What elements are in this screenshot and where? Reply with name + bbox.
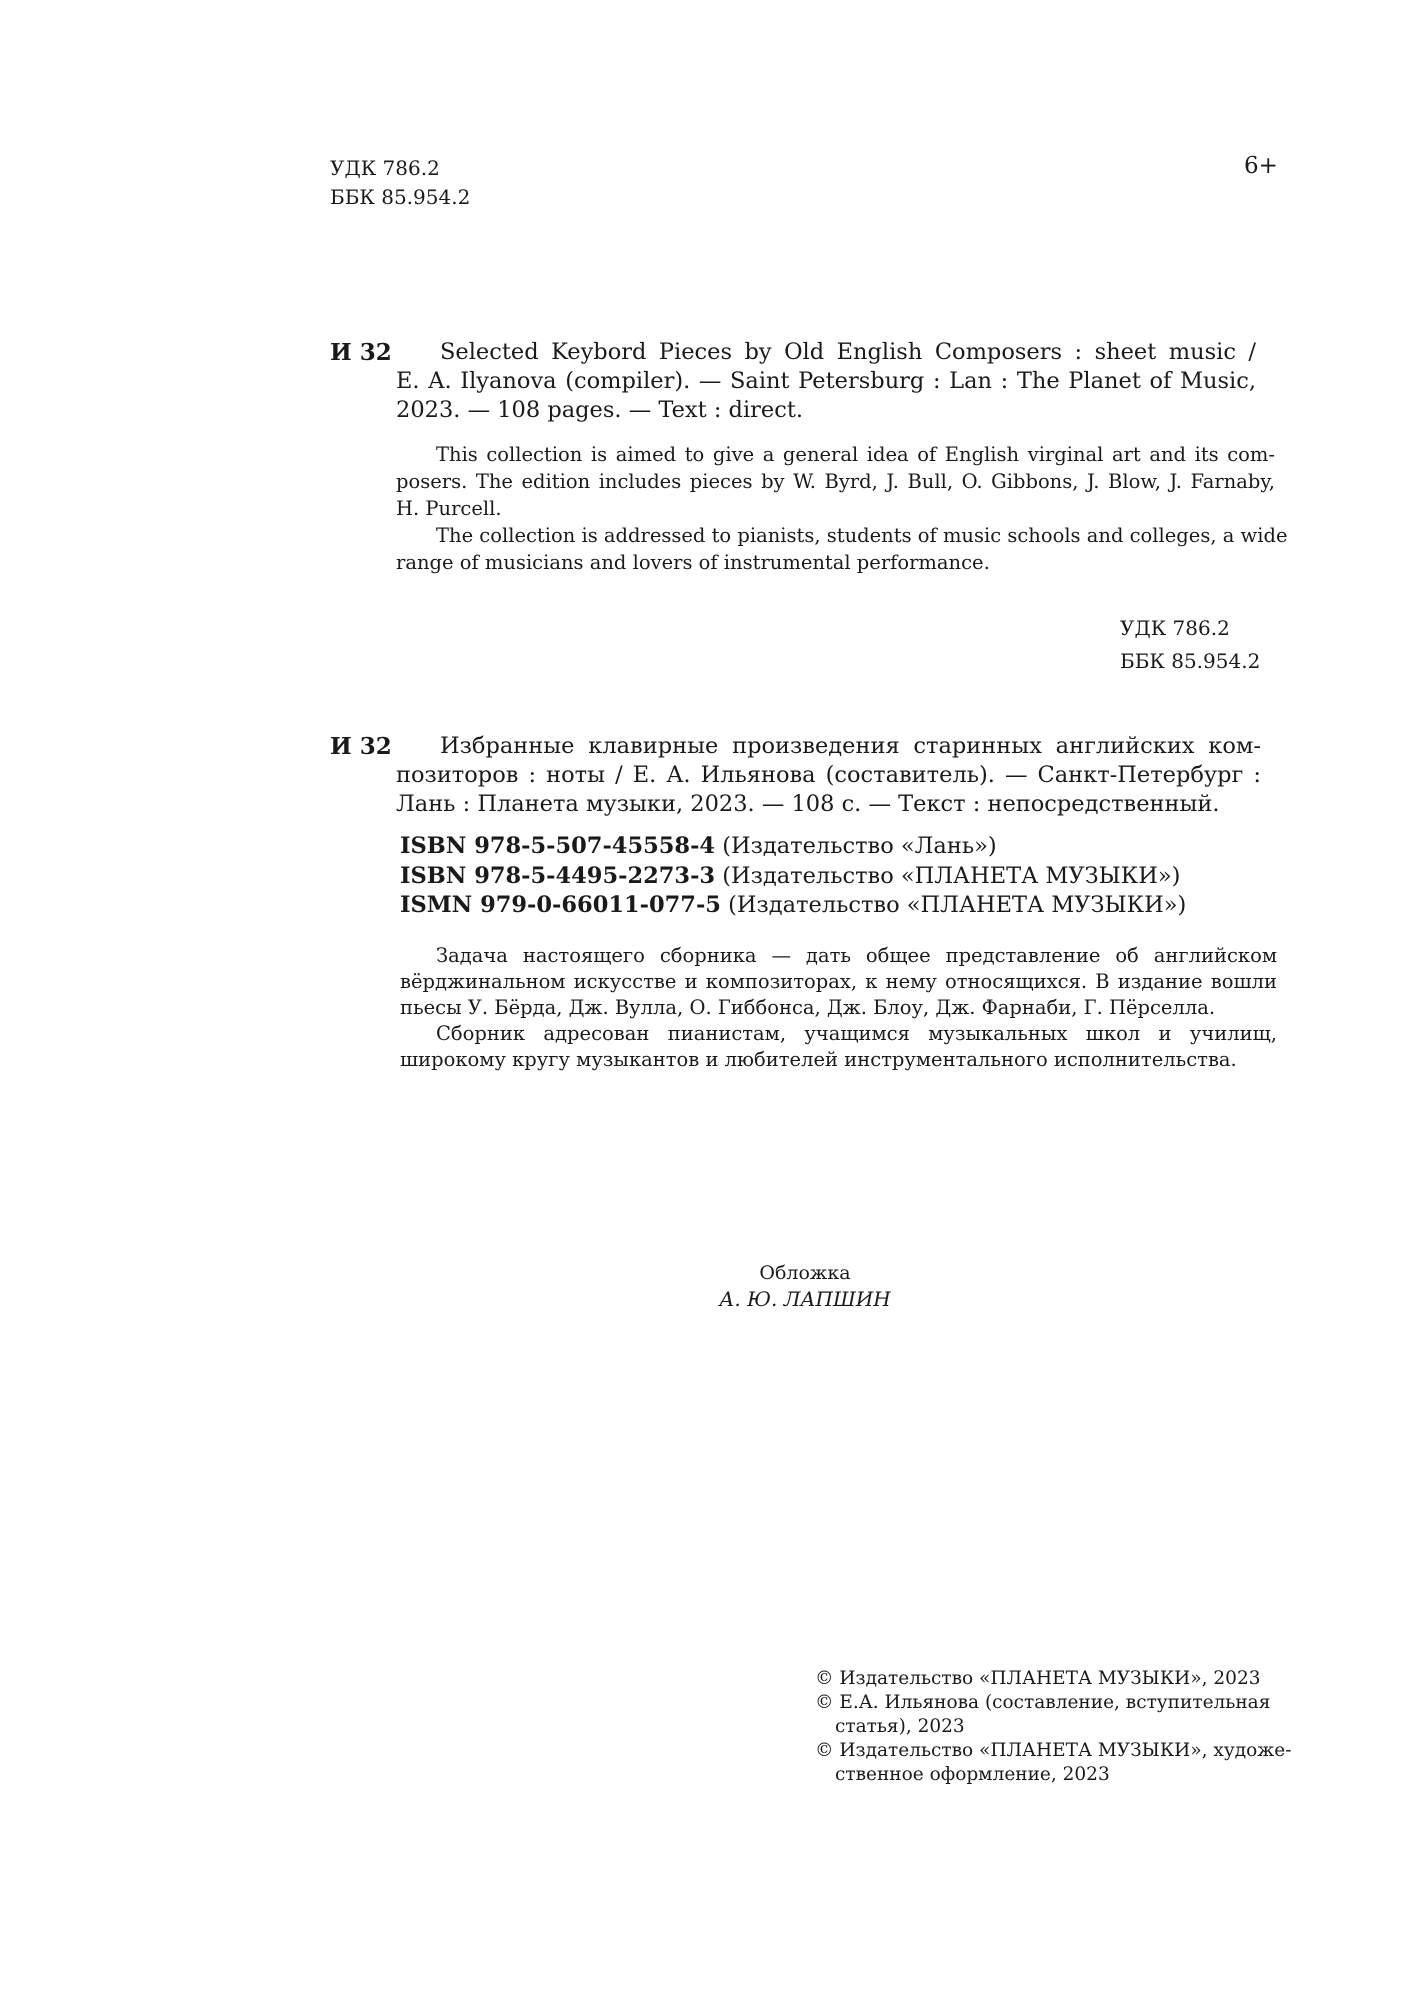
isbn-publisher: (Издательство «ПЛАНЕТА МУЗЫКИ») <box>722 862 1181 889</box>
isbn-publisher: (Издательство «Лань») <box>722 833 997 859</box>
isbn-planeta <box>400 862 1186 892</box>
english-abstract-line: The collection is addressed to pianists, students of music schools and colleges, a wide <box>436 524 1288 547</box>
russian-abstract <box>400 943 1277 1073</box>
age-rating: 6+ <box>1244 153 1278 179</box>
cover-credit-label: Обложка <box>759 1262 851 1284</box>
english-record-code: И 32 <box>330 339 392 366</box>
english-title-line: E. A. Ilyanova (compiler). — Saint Petersburg : Lan : The Planet of Music, <box>396 368 1256 394</box>
russian-abstract-line: широкому кругу музыкантов и любителей инструментального исполнительства. <box>400 1048 1237 1071</box>
header-bbk: ББК 85.954.2 <box>330 185 471 209</box>
russian-abstract-line: вёрджинальном искусстве и композиторах, к нему относящихся. В издание вошли <box>400 970 1277 993</box>
cover-credit <box>700 1260 910 1312</box>
english-abstract-line: posers. The edition includes pieces by W. Byrd, J. Bull, O. Gibbons, J. Blow, J. Farnaby, <box>396 470 1275 493</box>
russian-title-line: Лань : Планета музыки, 2023. — 108 с. — Текст : непосредственный. <box>396 791 1220 817</box>
copyright-block <box>815 1667 1292 1787</box>
ismn-publisher: (Издательство «ПЛАНЕТА МУЗЫКИ») <box>728 892 1187 918</box>
isbn-number: ISBN 978-5-4495-2273-3 <box>400 862 716 889</box>
cover-credit-name: А. Ю. ЛАПШИН <box>719 1287 891 1311</box>
english-abstract-line: range of musicians and lovers of instrumental performance. <box>396 551 990 574</box>
english-abstract-line: This collection is aimed to give a general idea of English virginal art and its com- <box>436 443 1275 466</box>
ismn-number: ISMN 979-0-66011-077-5 <box>400 892 721 918</box>
isbn-number: ISBN 978-5-507-45558-4 <box>400 833 716 859</box>
copyright-line: © Издательство «ПЛАНЕТА МУЗЫКИ», 2023 <box>815 1668 1261 1689</box>
english-record-classification <box>1120 612 1260 678</box>
header-udk: УДК 786.2 <box>330 156 440 180</box>
ismn-planeta <box>400 891 1186 921</box>
english-udk: УДК 786.2 <box>1120 616 1230 640</box>
english-abstract-line: H. Purcell. <box>396 497 502 520</box>
russian-record-title <box>396 732 1261 819</box>
copyright-line: ственное оформление, 2023 <box>835 1764 1110 1785</box>
english-record-title <box>396 338 1256 425</box>
english-abstract <box>396 441 1288 576</box>
russian-title-line: позиторов : ноты / Е. А. Ильянова (составитель). — Санкт-Петербург : <box>396 762 1261 788</box>
header-classification <box>330 154 470 212</box>
russian-abstract-line: Сборник адресован пианистам, учащимся музыкальных школ и училищ, <box>436 1022 1277 1045</box>
russian-title-line: Избранные клавирные произведения старинных английских ком- <box>440 733 1261 759</box>
russian-record-code: И 32 <box>330 733 392 760</box>
identifier-list <box>400 832 1186 921</box>
isbn-lan <box>400 832 1186 862</box>
english-title-line: 2023. — 108 pages. — Text : direct. <box>396 397 804 423</box>
copyright-line: статья), 2023 <box>835 1716 965 1737</box>
english-bbk: ББК 85.954.2 <box>1120 649 1261 673</box>
russian-abstract-line: пьесы У. Бёрда, Дж. Вулла, О. Гиббонса, Дж. Блоу, Дж. Фарнаби, Г. Пёрселла. <box>400 996 1216 1019</box>
russian-abstract-line: Задача настоящего сборника — дать общее представление об английском <box>436 944 1277 967</box>
copyright-line: © Издательство «ПЛАНЕТА МУЗЫКИ», художе- <box>815 1740 1292 1761</box>
copyright-line: © Е.А. Ильянова (составление, вступительная <box>815 1692 1271 1713</box>
english-title-line: Selected Keybord Pieces by Old English Composers : sheet music / <box>440 339 1256 365</box>
